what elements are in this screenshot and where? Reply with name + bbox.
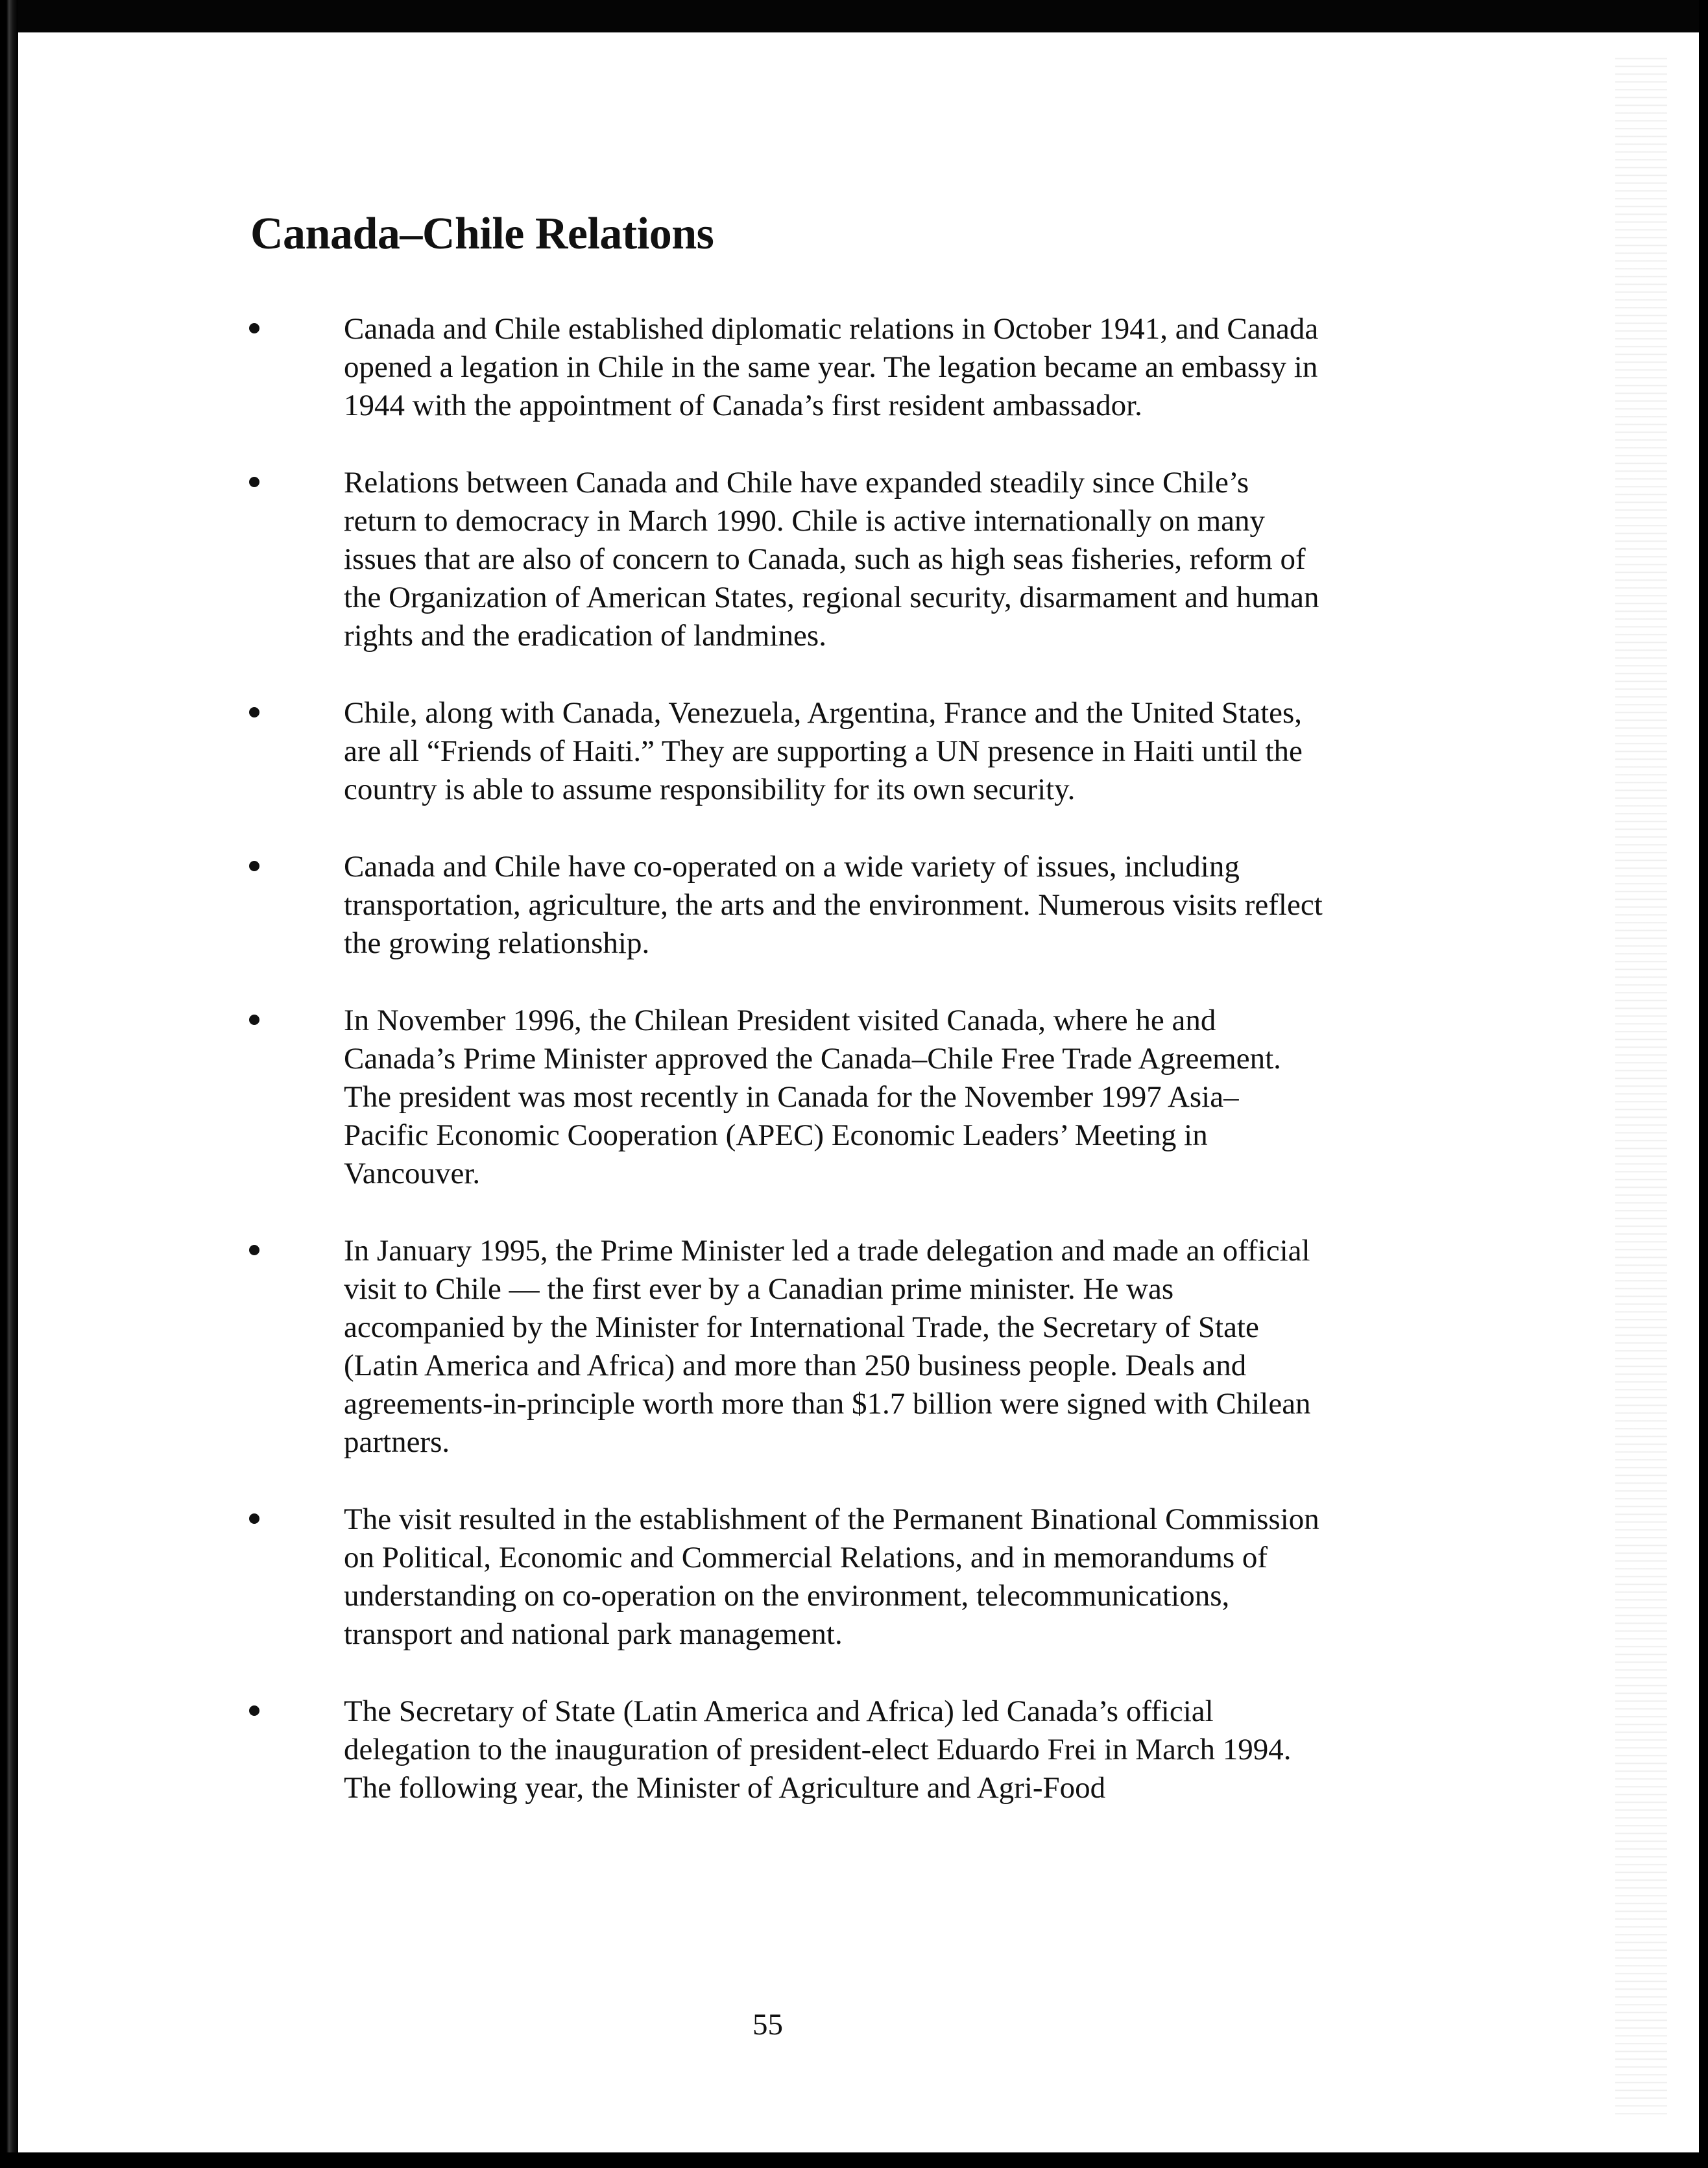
bullet-dot-icon — [249, 707, 259, 717]
bullet-item — [234, 694, 1323, 809]
bullet-text: The Secretary of State (Latin America and Africa) led Canada’s official delegation to the inauguration of president-elect Eduardo Frei in March 1994. The following year, the Minister of Agriculture and Agri-Food — [344, 1694, 1292, 1805]
bullet-dot-icon — [249, 1015, 259, 1025]
bullet-list — [234, 310, 1323, 1846]
bullet-dot-icon — [249, 861, 259, 871]
bullet-item — [234, 464, 1323, 655]
scan-page-edge-grain — [1615, 52, 1667, 2115]
bullet-item — [234, 1232, 1323, 1462]
bullet-text: In January 1995, the Prime Minister led a trade delegation and made an official visit to Chile — the first ever by a Canadian prime minister. He was accompanied by the Minister for International Trade, the Secretary of State (Latin America and Africa) and more than 250 business people. Deals and agreements-in-principle worth more than $1.7 billion were signed with Chilean partners. — [344, 1234, 1311, 1459]
bullet-text: Canada and Chile have co-operated on a wide variety of issues, including transportation, agriculture, the arts and the environment. Numerous visits reflect the growing relationship. — [344, 850, 1323, 960]
bullet-text: The visit resulted in the establishment of the Permanent Binational Commission on Political, Economic and Commercial Relations, and in memorandums of understanding on co-operation on the environment, telecommunications, transport and national park management. — [344, 1502, 1319, 1651]
bullet-dot-icon — [249, 323, 259, 333]
page-number: 55 — [752, 2008, 783, 2042]
scan-border-right — [1699, 0, 1708, 2168]
scan-border-bottom — [0, 2152, 1708, 2168]
bullet-text: In November 1996, the Chilean President visited Canada, where he and Canada’s Prime Minister approved the Canada–Chile Free Trade Agreement. The president was most recently in Canada for the November 1997 Asia–Pacific Economic Cooperation (APEC) Economic Leaders’ Meeting in Vancouver. — [344, 1004, 1281, 1190]
bullet-dot-icon — [249, 477, 259, 487]
scan-border-left — [0, 0, 18, 2168]
bullet-item — [234, 848, 1323, 963]
bullet-item — [234, 1500, 1323, 1654]
bullet-text: Canada and Chile established diplomatic relations in October 1941, and Canada opened a legation in Chile in the same year. The legation became an embassy in 1944 with the appointment of Canada’s first resident ambassador. — [344, 312, 1319, 422]
scan-border-top — [0, 0, 1708, 32]
page-title: Canada–Chile Relations — [250, 209, 714, 259]
bullet-item — [234, 310, 1323, 425]
bullet-text: Chile, along with Canada, Venezuela, Argentina, France and the United States, are all “Friends of Haiti.” They are supporting a UN presence in Haiti until the country is able to assume responsibility for its own security. — [344, 696, 1303, 806]
bullet-dot-icon — [249, 1705, 259, 1716]
bullet-dot-icon — [249, 1245, 259, 1255]
bullet-dot-icon — [249, 1513, 259, 1524]
bullet-item — [234, 1692, 1323, 1807]
bullet-item — [234, 1002, 1323, 1193]
bullet-text: Relations between Canada and Chile have expanded steadily since Chile’s return to democracy in March 1990. Chile is active internationally on many issues that are also of concern to Canada, such as high seas fisheries, reform of the Organization of American States, regional security, disarmament and human rights and the eradication of landmines. — [344, 466, 1319, 653]
